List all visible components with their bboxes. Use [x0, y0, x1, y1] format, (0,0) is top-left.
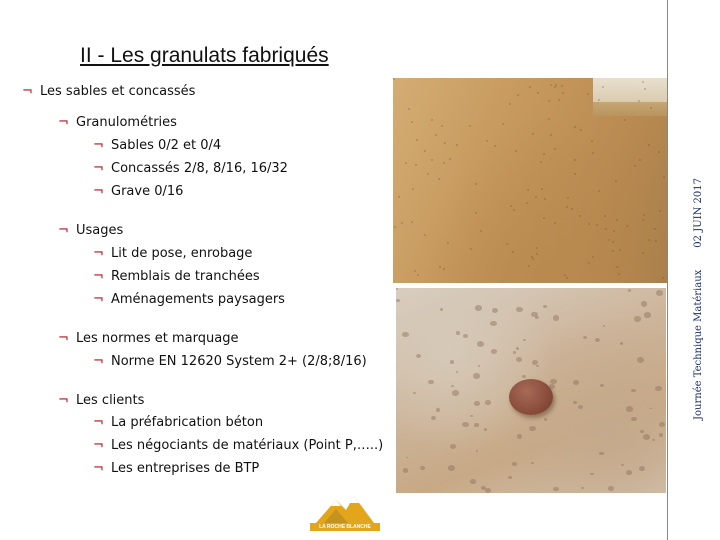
sand-texture: [613, 230, 615, 232]
event-label: Journée Technique Matériaux: [693, 269, 704, 420]
sand-texture: [532, 133, 534, 135]
sand-texture: [486, 140, 488, 142]
gravel-texture: [643, 434, 650, 440]
gravel-texture: [599, 452, 604, 456]
sand-texture: [566, 277, 568, 279]
sand-texture: [634, 165, 636, 167]
bullet-icon: ¬: [93, 354, 104, 369]
gravel-texture: [578, 405, 584, 410]
gravel-texture: [485, 488, 491, 493]
list-item-label: Aménagements paysagers: [111, 292, 285, 307]
sand-texture: [515, 150, 517, 152]
sand-texture: [469, 125, 471, 127]
sand-texture: [475, 212, 477, 214]
sand-texture: [616, 266, 618, 268]
sand-texture: [536, 247, 538, 249]
gravel-texture: [516, 307, 523, 313]
bullet-icon: ¬: [58, 393, 69, 408]
sand-texture: [415, 164, 417, 166]
group-heading-label: Les normes et marquage: [76, 331, 239, 346]
bullet-icon: ¬: [93, 138, 104, 153]
gravel-texture: [652, 439, 655, 441]
bullet-icon: ¬: [93, 246, 104, 261]
gravel-texture: [659, 422, 665, 427]
list-item-label: Les négociants de matériaux (Point P,…..): [111, 438, 384, 453]
sand-texture: [608, 239, 610, 241]
gravel-texture: [650, 408, 652, 410]
gravel-texture: [532, 360, 538, 365]
sand-texture: [612, 250, 614, 252]
gravel-texture: [436, 408, 440, 412]
sand-texture: [643, 214, 645, 216]
gravel-texture: [656, 290, 663, 296]
sand-texture: [642, 252, 644, 254]
group-heading: [58, 115, 177, 130]
gravel-texture: [641, 301, 648, 306]
gravel-texture: [512, 462, 516, 466]
sand-texture: [619, 249, 621, 251]
gravel-texture: [581, 487, 584, 489]
section-label: Les sables et concassés: [40, 84, 196, 99]
bullet-icon: ¬: [58, 331, 69, 346]
sand-texture: [562, 92, 564, 94]
gravel-texture: [396, 299, 400, 302]
bullet-icon: ¬: [58, 223, 69, 238]
sand-pile-photo: [393, 78, 667, 283]
gravel-texture: [508, 476, 512, 479]
sand-texture: [624, 119, 626, 121]
sand-texture: [510, 205, 512, 207]
gravel-texture: [603, 325, 605, 327]
sand-texture: [588, 262, 590, 264]
sand-texture: [408, 108, 410, 110]
sand-texture: [587, 93, 589, 95]
sand-texture: [618, 273, 620, 275]
list-item-label: La préfabrication béton: [111, 415, 264, 430]
gravel-texture: [396, 288, 398, 290]
sand-texture: [592, 256, 594, 258]
group-heading: [58, 223, 123, 238]
group-heading-label: Les clients: [76, 393, 145, 408]
sand-texture: [512, 251, 514, 253]
sand-texture: [427, 173, 429, 175]
sand-texture: [526, 202, 528, 204]
sand-texture: [543, 217, 545, 219]
list-item: [93, 138, 221, 153]
sand-texture: [480, 230, 482, 232]
list-item: [93, 161, 288, 176]
bullet-icon: ¬: [93, 184, 104, 199]
list-item: [93, 461, 259, 476]
gravel-texture: [485, 400, 491, 404]
company-logo: [310, 492, 380, 536]
sand-texture: [531, 256, 533, 258]
sand-texture: [494, 145, 496, 147]
sand-texture: [561, 85, 563, 87]
sand-texture: [642, 81, 644, 83]
sand-texture: [574, 159, 576, 161]
sand-texture: [541, 188, 543, 190]
gravel-texture: [516, 347, 519, 350]
logo-text: LA ROCHE BLANCHE: [310, 523, 380, 531]
gravel-texture: [531, 312, 538, 317]
list-item: [93, 184, 183, 199]
sand-texture: [449, 158, 451, 160]
gravel-texture: [450, 444, 456, 449]
sand-texture: [447, 242, 449, 244]
sand-texture: [443, 268, 445, 270]
gravel-coin-photo: [396, 288, 666, 493]
gravel-texture: [474, 423, 478, 427]
sand-texture: [431, 159, 433, 161]
list-item: [93, 354, 367, 369]
sand-texture: [394, 226, 396, 228]
gravel-texture: [451, 385, 454, 388]
gravel-texture: [450, 360, 454, 363]
sand-texture: [544, 198, 546, 200]
mountain-logo-icon: [310, 492, 380, 524]
bullet-icon: ¬: [93, 438, 104, 453]
sand-texture: [554, 86, 556, 88]
gravel-texture: [440, 308, 444, 311]
sand-texture: [644, 88, 646, 90]
sand-texture: [592, 152, 594, 154]
list-item-label: Grave 0/16: [111, 184, 184, 199]
bullet-icon: ¬: [93, 269, 104, 284]
sand-texture: [591, 140, 593, 142]
coin: [509, 379, 553, 415]
list-item: [93, 269, 260, 284]
sand-texture: [564, 274, 566, 276]
sand-texture: [502, 123, 504, 125]
gravel-texture: [531, 462, 534, 464]
gravel-texture: [452, 390, 459, 395]
sand-texture: [639, 159, 641, 161]
group-heading: [58, 393, 144, 408]
sand-texture: [470, 248, 472, 250]
gravel-texture: [590, 473, 594, 476]
sand-texture: [655, 240, 657, 242]
sand-texture: [443, 162, 445, 164]
sidebar-vertical-text: [693, 178, 704, 420]
sand-texture: [574, 173, 576, 175]
sand-texture: [550, 134, 552, 136]
list-item-label: Les entreprises de BTP: [111, 461, 260, 476]
sand-texture: [554, 148, 556, 150]
gravel-texture: [621, 464, 624, 466]
gravel-texture: [529, 426, 536, 432]
sand-texture: [579, 215, 581, 217]
sand-texture: [555, 84, 557, 86]
sand-texture: [548, 100, 550, 102]
gravel-texture: [470, 479, 476, 484]
sand-texture: [529, 86, 531, 88]
section-line: [22, 84, 195, 99]
sand-texture: [509, 103, 511, 105]
gravel-texture: [492, 308, 498, 313]
gravel-texture: [476, 450, 478, 452]
gravel-texture: [477, 341, 484, 347]
group-heading-label: Usages: [76, 223, 124, 238]
sand-texture: [456, 144, 458, 146]
gravel-texture: [608, 486, 615, 491]
sand-texture: [528, 265, 530, 267]
list-item: [93, 415, 263, 430]
bullet-icon: ¬: [93, 292, 104, 307]
sand-texture: [571, 208, 573, 210]
sand-texture: [417, 274, 419, 276]
gravel-texture: [456, 331, 461, 335]
sand-texture: [558, 99, 560, 101]
gravel-texture: [595, 338, 600, 342]
sand-texture: [648, 144, 650, 146]
sand-texture: [439, 266, 441, 268]
sand-texture: [574, 126, 576, 128]
gravel-texture: [474, 401, 480, 406]
gravel-texture: [428, 380, 433, 384]
sand-texture: [615, 180, 617, 182]
gravel-texture: [655, 386, 661, 391]
gravel-texture: [420, 466, 425, 470]
gravel-texture: [631, 389, 636, 393]
gravel-texture: [639, 466, 645, 471]
gravel-texture: [553, 487, 559, 492]
gravel-texture: [403, 468, 408, 472]
group-heading-label: Granulométries: [76, 115, 177, 130]
gravel-texture: [600, 384, 604, 387]
sand-texture: [604, 215, 606, 217]
sand-texture: [401, 222, 403, 224]
gravel-texture: [626, 406, 633, 412]
photo-horizon: [593, 102, 667, 116]
sand-texture: [441, 125, 443, 127]
gravel-texture: [448, 465, 455, 471]
gravel-texture: [463, 334, 468, 338]
sand-texture: [659, 210, 661, 212]
sand-texture: [416, 139, 418, 141]
sand-texture: [663, 176, 665, 178]
sand-texture: [536, 253, 538, 255]
gravel-texture: [462, 422, 469, 427]
sand-texture: [435, 134, 437, 136]
gravel-texture: [484, 428, 487, 430]
bullet-icon: ¬: [93, 161, 104, 176]
sand-texture: [393, 78, 395, 80]
gravel-texture: [431, 416, 436, 420]
gravel-texture: [413, 392, 416, 394]
sand-texture: [398, 196, 400, 198]
gravel-texture: [583, 336, 587, 339]
gravel-texture: [659, 433, 663, 436]
list-item-label: Sables 0/2 et 0/4: [111, 138, 222, 153]
gravel-texture: [536, 365, 539, 367]
sand-texture: [654, 228, 656, 230]
event-date: 02 JUIN 2017: [693, 178, 704, 248]
sand-texture: [537, 92, 539, 94]
sand-texture: [412, 188, 414, 190]
sand-texture: [658, 151, 660, 153]
sand-texture: [567, 197, 569, 199]
gravel-texture: [416, 354, 421, 358]
sand-texture: [414, 270, 416, 272]
slide-title: II - Les granulats fabriqués: [80, 44, 329, 67]
gravel-texture: [491, 349, 497, 354]
list-item-label: Remblais de tranchées: [111, 269, 260, 284]
gravel-texture: [513, 351, 516, 354]
bullet-icon: ¬: [58, 115, 69, 130]
gravel-texture: [634, 316, 641, 321]
sand-texture: [411, 221, 413, 223]
sand-texture: [566, 206, 568, 208]
gravel-texture: [402, 332, 409, 337]
sand-texture: [527, 189, 529, 191]
gravel-texture: [631, 417, 636, 421]
sand-texture: [626, 225, 628, 227]
sand-texture: [411, 121, 413, 123]
sand-texture: [580, 129, 582, 131]
sand-texture: [598, 190, 600, 192]
list-item: [93, 292, 285, 307]
sand-texture: [548, 118, 550, 120]
list-item-label: Concassés 2/8, 8/16, 16/32: [111, 161, 288, 176]
sand-texture: [540, 161, 542, 163]
sand-texture: [612, 241, 614, 243]
gravel-texture: [626, 470, 632, 475]
gravel-texture: [517, 434, 522, 438]
sand-texture: [642, 219, 644, 221]
gravel-texture: [573, 401, 577, 404]
sand-texture: [513, 209, 515, 211]
sand-texture: [596, 224, 598, 226]
group-heading: [58, 331, 238, 346]
gravel-texture: [553, 315, 560, 320]
sand-texture: [475, 183, 477, 185]
gravel-texture: [543, 305, 547, 308]
bullet-icon: ¬: [93, 415, 104, 430]
gravel-texture: [456, 371, 458, 373]
gravel-texture: [473, 373, 480, 379]
gravel-texture: [522, 375, 526, 378]
sand-texture: [438, 178, 440, 180]
gravel-texture: [628, 289, 631, 292]
list-item: [93, 246, 252, 261]
sand-texture: [444, 142, 446, 144]
sand-texture: [535, 196, 537, 198]
sand-texture: [431, 119, 433, 121]
sand-texture: [424, 234, 426, 236]
list-item-label: Lit de pose, enrobage: [111, 246, 253, 261]
sand-texture: [616, 219, 618, 221]
sand-texture: [550, 84, 552, 86]
sand-texture: [543, 153, 545, 155]
gravel-texture: [478, 365, 480, 367]
gravel-texture: [406, 457, 408, 459]
sand-texture: [506, 243, 508, 245]
gravel-texture: [475, 305, 482, 311]
gravel-texture: [637, 357, 644, 363]
sand-texture: [605, 228, 607, 230]
sand-texture: [662, 277, 664, 279]
gravel-texture: [490, 321, 497, 327]
bullet-icon: ¬: [93, 461, 104, 476]
gravel-texture: [516, 357, 522, 362]
sand-texture: [554, 222, 556, 224]
gravel-texture: [544, 418, 547, 421]
sand-texture: [424, 150, 426, 152]
gravel-texture: [523, 339, 526, 341]
bullet-icon: ¬: [22, 84, 33, 99]
gravel-texture: [644, 312, 651, 317]
gravel-texture: [470, 415, 473, 417]
sand-texture: [532, 258, 534, 260]
list-item-label: Norme EN 12620 System 2+ (2/8;8/16): [111, 354, 367, 369]
sand-texture: [648, 239, 650, 241]
gravel-texture: [573, 380, 579, 385]
sand-texture: [588, 223, 590, 225]
sand-texture: [517, 94, 519, 96]
list-item: [93, 438, 383, 453]
gravel-texture: [640, 430, 644, 433]
sand-texture: [405, 162, 407, 164]
gravel-texture: [620, 342, 624, 345]
